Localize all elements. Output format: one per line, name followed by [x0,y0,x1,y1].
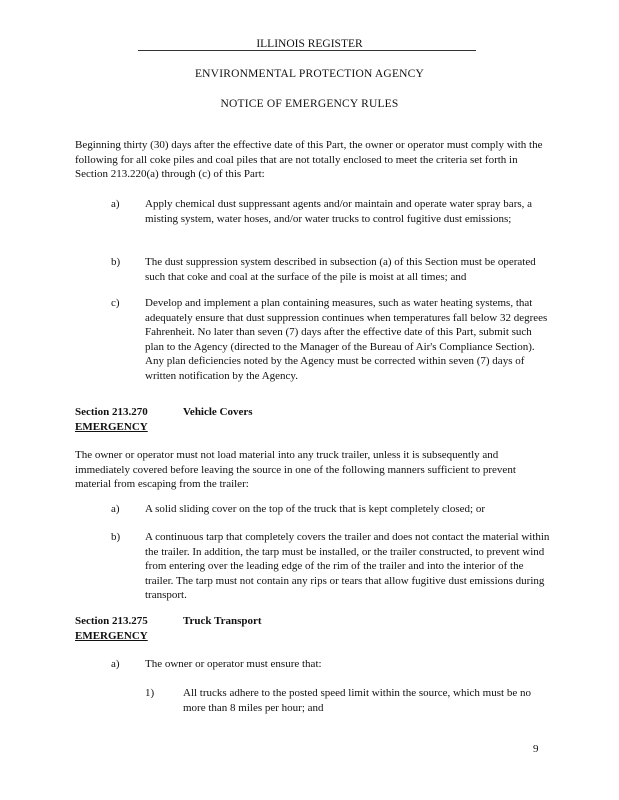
intro-paragraph: Beginning thirty (30) days after the effective date of this Part, the owner or operator must comply with the following for all coke piles and coal piles that are not totally enclosed to meet the criteria set forth in Section 213.220(a) through (c) of this Part: [75,139,543,181]
section-275-item-a-text: The owner or operator must ensure that: [145,658,322,670]
register-title: ILLINOIS REGISTER [256,38,363,50]
section-275-sub1-text: All trucks adhere to the posted speed limit within the source, which must be no more than 8 miles per hour; and [183,687,531,714]
header-rule [138,50,476,51]
section-270-item-b-label: b) [111,531,121,543]
section-270-body: The owner or operator must not load material into any truck trailer, unless it is subsequently and immediately covered before leaving the source in one of the following manners sufficient to prevent material from escaping from the trailer: [75,449,516,491]
intro-item-a-text: Apply chemical dust suppressant agents and/or maintain and operate water spray bars, a misting system, water hoses, and/or water trucks to control fugitive dust emissions; [145,198,533,225]
section-275-item-a-label: a) [111,658,120,670]
section-270-item-a-text: A solid sliding cover on the top of the truck that is kept completely closed; or [145,503,486,515]
intro-item-c-text: Develop and implement a plan containing measures, such as water heating systems, that adequately ensure that dust suppression continues when temperatures fall below 32 degrees Fahrenheit. No later than seven (7) days after the effective date of this Part, submit such plan to the Agency (directed to the Manager of the Bureau of Air's Compliance Section). Any plan deficiencies noted by the Agency must be corrected within seven (7) days of written notification by the Agency. [145,297,548,382]
intro-item-b-label: b) [111,256,121,268]
page-number: 9 [533,743,539,755]
section-270-emergency: EMERGENCY [75,420,148,433]
section-270-title: Vehicle Covers [183,406,253,418]
intro-item-a-label: a) [111,198,120,210]
section-270-item-b-text: A continuous tarp that completely covers the trailer and does not contact the material within the trailer. In addition, the tarp must be installed, or the trailer constructed, to prevent wind from entering over the leading edge of the rim of the trailer and into the interior of the trailer. The tarp must not contain any rips or tears that allow fugitive dust emissions during transport. [145,531,550,602]
agency-title: ENVIRONMENTAL PROTECTION AGENCY [194,68,425,80]
section-275-emergency: EMERGENCY [75,629,148,642]
section-275-number: Section 213.275 [75,615,148,627]
intro-item-c-label: c) [111,297,120,309]
section-270-number: Section 213.270 [75,406,148,418]
section-275-heading [75,614,148,643]
section-275-title: Truck Transport [183,615,262,627]
section-270-heading [75,405,148,434]
section-270-item-a-label: a) [111,503,120,515]
notice-title: NOTICE OF EMERGENCY RULES [220,98,399,110]
section-275-sub1-label: 1) [145,687,155,699]
intro-item-b-text: The dust suppression system described in subsection (a) of this Section must be operated such that coke and coal at the surface of the pile is moist at all times; and [145,256,536,283]
